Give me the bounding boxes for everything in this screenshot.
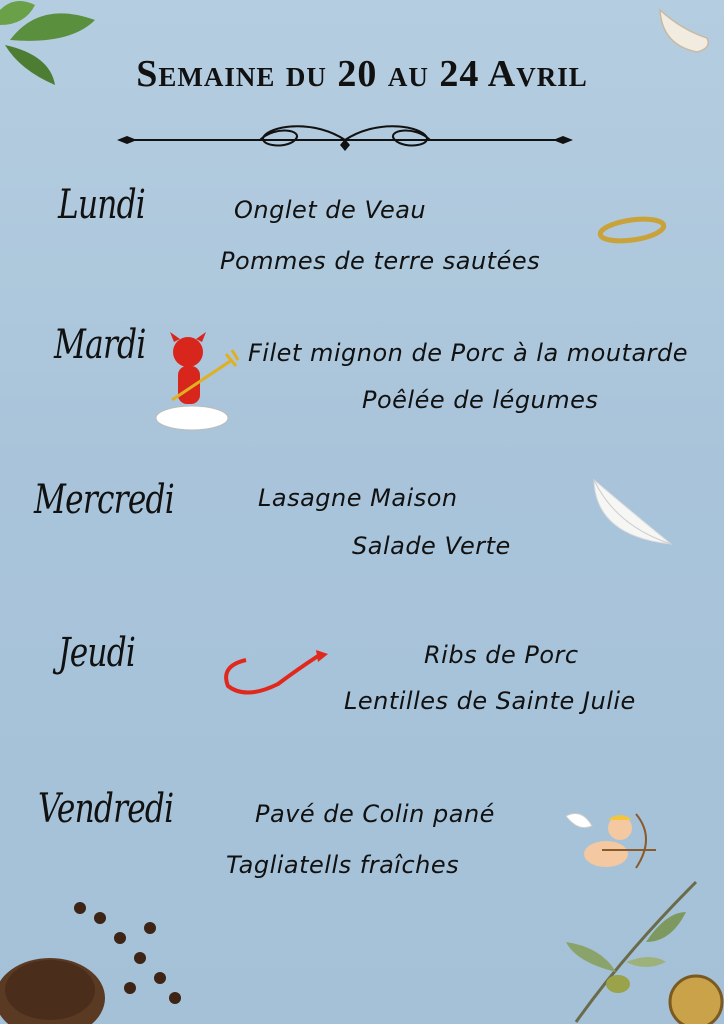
dish-mardi-1: Filet mignon de Porc à la moutarde	[248, 339, 689, 367]
oil-jar-icon	[662, 968, 724, 1024]
cupid-icon	[562, 806, 658, 880]
feather-icon	[586, 476, 678, 562]
dish-vendredi-1: Pavé de Colin pané	[255, 800, 495, 828]
dish-jeudi-1: Ribs de Porc	[424, 641, 579, 669]
devil-tail-arrow-icon	[218, 644, 334, 700]
day-jeudi: Jeudi	[58, 630, 136, 676]
dish-vendredi-2: Tagliatells fraîches	[226, 851, 460, 879]
dish-mardi-2: Poêlée de légumes	[362, 386, 599, 414]
day-mardi: Mardi	[54, 322, 146, 368]
dish-mercredi-2: Salade Verte	[352, 532, 511, 560]
dish-lundi-1: Onglet de Veau	[234, 196, 427, 224]
halo-icon	[596, 212, 668, 248]
garlic-clove-icon	[652, 0, 714, 60]
dish-mercredi-1: Lasagne Maison	[258, 484, 458, 512]
devil-on-cloud-icon	[152, 330, 240, 434]
divider-ornament-icon	[115, 115, 575, 155]
dish-lundi-2: Pommes de terre sautées	[220, 247, 541, 275]
day-mercredi: Mercredi	[34, 477, 174, 523]
day-vendredi: Vendredi	[38, 786, 174, 832]
page-title: Semaine du 20 au 24 Avril	[136, 53, 588, 95]
dish-jeudi-2: Lentilles de Sainte Julie	[344, 687, 636, 715]
cloves-bowl-icon	[0, 898, 200, 1024]
day-lundi: Lundi	[58, 182, 145, 228]
